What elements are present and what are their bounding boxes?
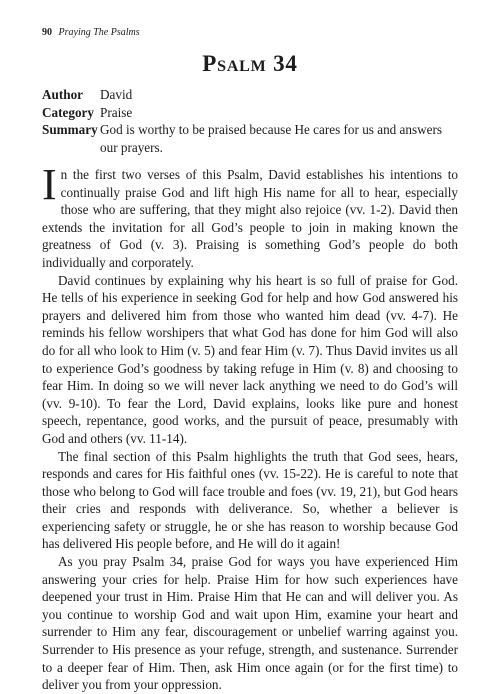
page-number: 90 — [42, 27, 52, 38]
paragraph-2: David continues by explaining why his heart is so full of praise for God. He tells of his experience in seeking God for help and how God answered his prayers and delivered him from those who wanted him dead (vv. 4-7). He reminds his fellow worshipers that what God has done for him God will also do for all who look to Him (v. 5) and fear Him (v. 7). Thus David invites us all to experience God’s goodness by taking refuge in Him (v. 8) and choosing to fear Him. In doing so we will never lack anything we need to do God’s will (vv. 9-10). To fear the Lord, David explains, looks like pure and honest speech, repentance, good works, and the pursuit of peace, presumably with God and others (vv. 11-14). — [42, 272, 458, 446]
drop-cap: I — [42, 160, 57, 209]
summary-value: God is worthy to be praised because He cares for us and answers our prayers. — [100, 122, 443, 155]
page-title: Psalm 34 — [202, 51, 298, 76]
paragraph-1 — [42, 160, 458, 272]
book-title: Praying The Psalms — [58, 27, 140, 38]
category-row — [42, 104, 460, 122]
paragraph-3: The final section of this Psalm highlights the truth that God sees, hears, responds and cares for His faithful ones (vv. 15-22). He is careful to note that those who belong to God will face trouble and foes (vv. 19, 21), but God hears their cries and responds with deliverance. So, whether a believer is experiencing safety or struggle, he or she has reason to worship because God has delivered His people before, and He will do it again! — [42, 448, 458, 552]
category-label: Category — [42, 104, 94, 120]
category-value: Praise — [100, 104, 133, 120]
summary-label: Summary — [42, 122, 98, 138]
summary-row — [42, 121, 460, 156]
paragraph-4: As you pray Psalm 34, praise God for ways you have experienced Him answering your cries for help. Praise Him for how such experiences have deepened your trust in Him. Praise Him that He can and will deliver you. As you continue to worship God and wait upon Him, examine your heart and surrender to Him any fear, discouragement or unbelief warring against you. Surrender to His presence as your refuge, strength, and sustenance. Surrender to a deeper fear of Him. Then, ask Him once again (or for the first time) to deliver you from your oppression. — [42, 554, 458, 693]
psalm-metadata — [42, 86, 460, 156]
running-head — [42, 27, 140, 39]
author-label: Author — [42, 87, 84, 102]
paragraph-1-text: n the first two verses of this Psalm, David establishes his intentions to continually praise God and lift high His name for all to hear, especially those who are suffering, that they might also rejoice (vv. 1-2). David then extends the invitation for all God’s people to join in making known the greatness of God (v. 3). Praising is something God’s people do both individually and corporately. — [42, 167, 458, 270]
author-value: David — [100, 87, 133, 102]
body-text — [42, 160, 458, 694]
author-row — [42, 86, 460, 104]
